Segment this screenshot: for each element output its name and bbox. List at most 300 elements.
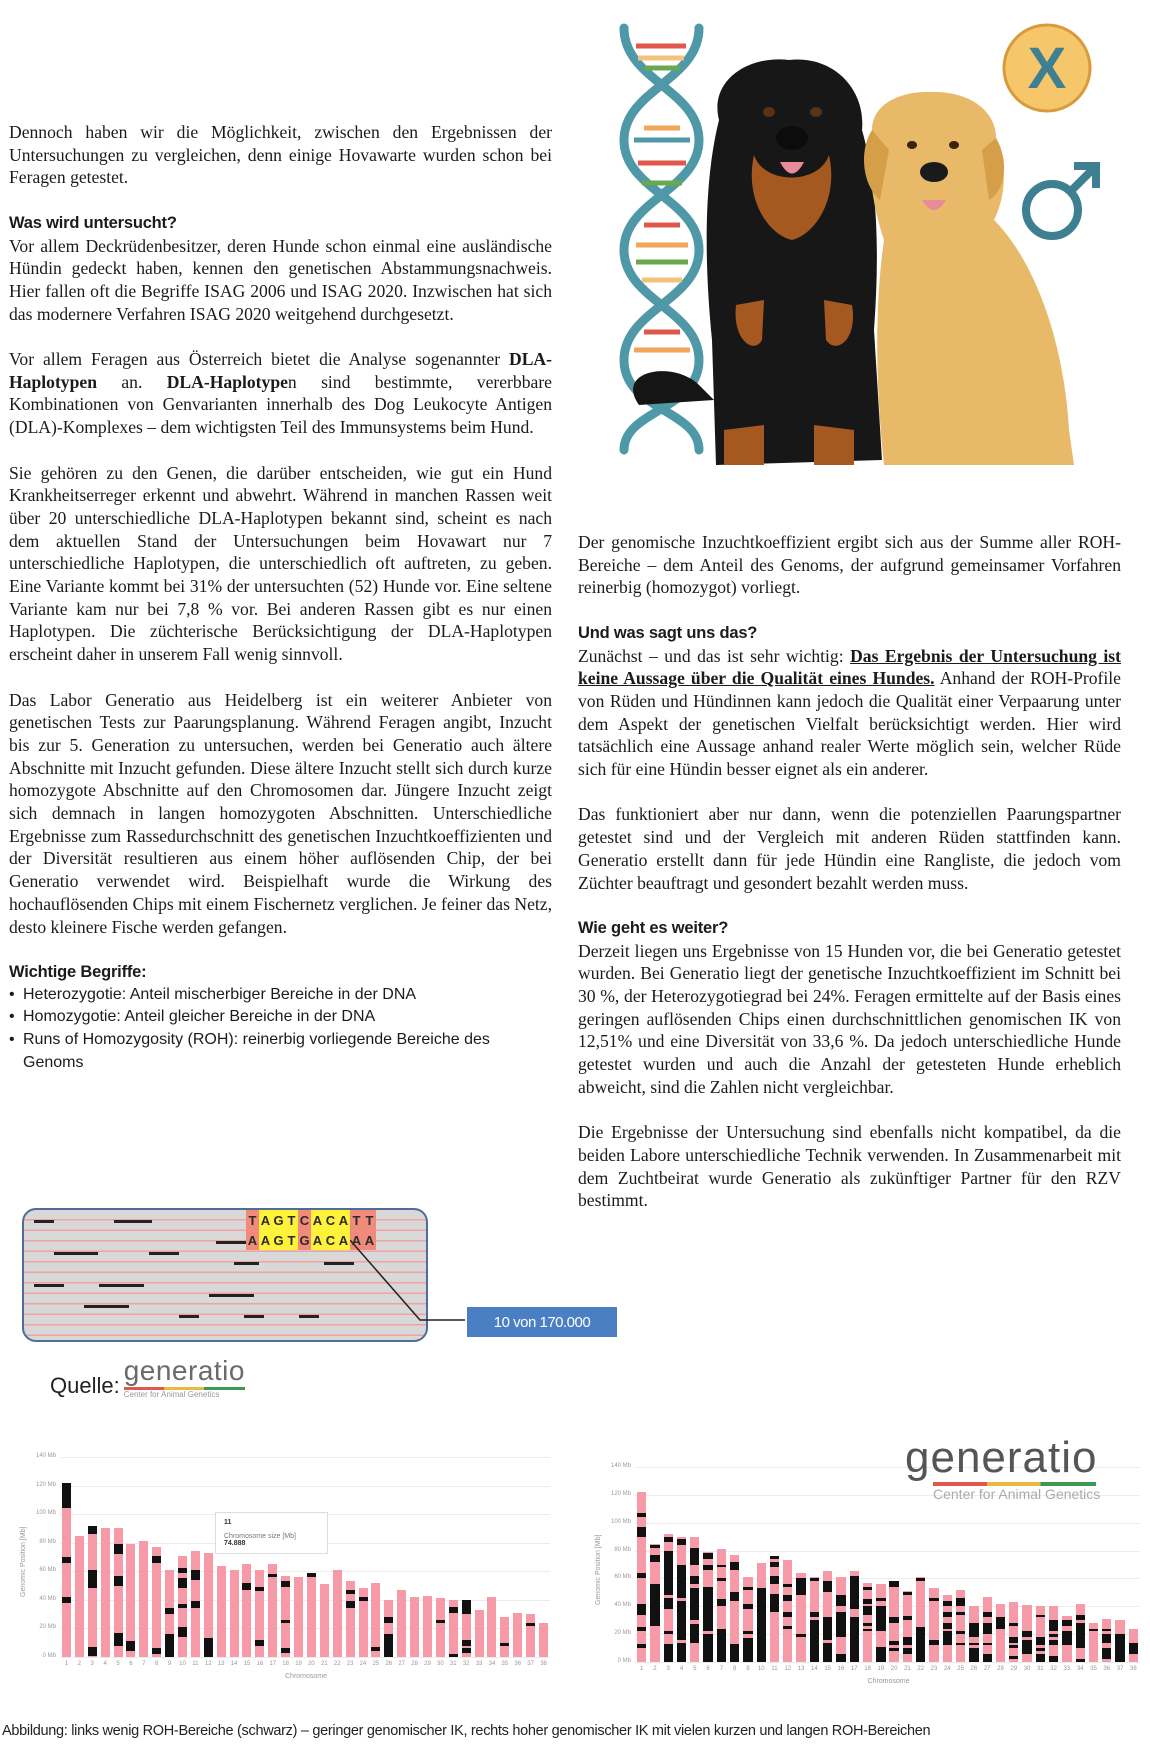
x-tick-label: 13 [217, 1661, 225, 1667]
x-tick-label: 9 [167, 1661, 172, 1667]
chromosome-bar [1022, 1605, 1031, 1662]
chromosome-bar [677, 1537, 686, 1662]
chromosome-bar [165, 1570, 174, 1657]
roh-segment [1036, 1654, 1045, 1662]
y-tick-label: 0 Mb [42, 1653, 56, 1659]
roh-segment [152, 1648, 161, 1654]
roh-segment [770, 1576, 779, 1584]
roh-segment [1049, 1634, 1058, 1637]
chromosome-bar [384, 1600, 393, 1657]
x-tick-label: 4 [103, 1661, 107, 1667]
base-pair: A A [259, 1210, 272, 1250]
generatio-logo-large [905, 1433, 1101, 1502]
x-tick-label: 2 [653, 1666, 657, 1672]
text: Zunächst – und das ist sehr wichtig: [578, 645, 851, 666]
chromosome-bar [863, 1583, 872, 1662]
x-tick-label: 3 [90, 1661, 94, 1667]
roh-segment [1076, 1623, 1085, 1648]
roh-segment [983, 1643, 992, 1646]
chromosome-bar [876, 1584, 885, 1662]
y-tick-label: 120 Mb [610, 1490, 631, 1497]
roh-segment [743, 1604, 752, 1610]
chromosome-bar [1089, 1623, 1098, 1662]
y-axis-title: Genomic Position [Mb] [595, 1534, 602, 1605]
roh-segment [637, 1527, 646, 1537]
x-tick-label: 1 [64, 1661, 69, 1667]
roh-segment [876, 1606, 885, 1631]
x-tick-label: 17 [850, 1666, 858, 1672]
roh-segment [956, 1598, 965, 1606]
roh-segment [677, 1601, 686, 1640]
roh-segment [1036, 1615, 1045, 1618]
roh-segment [1129, 1643, 1138, 1654]
chromosome-bar [423, 1596, 432, 1657]
base-pair: T T [285, 1210, 298, 1250]
x-tick-label: 18 [864, 1666, 871, 1672]
roh-segment [281, 1620, 290, 1623]
roh-segment [637, 1604, 646, 1615]
roh-segment [307, 1573, 316, 1577]
roh-segment [956, 1643, 965, 1646]
chromosome-bar [783, 1560, 792, 1662]
heading-was-wird-untersucht: Was wird untersucht? [9, 213, 177, 232]
roh-segment [1009, 1656, 1018, 1659]
chromosome-bar [637, 1492, 646, 1662]
roh-segment [637, 1573, 646, 1579]
chromosome-bar [88, 1526, 97, 1657]
roh-segment [916, 1627, 925, 1662]
roh-segment [810, 1578, 819, 1581]
roh-segment [664, 1631, 673, 1634]
roh-segment [796, 1634, 805, 1637]
roh-segment [650, 1584, 659, 1626]
roh-segment [889, 1641, 898, 1645]
roh-segment [449, 1607, 458, 1613]
roh-segment [500, 1643, 509, 1646]
y-tick-label: 80 Mb [39, 1538, 56, 1545]
chromosome-bar [500, 1617, 509, 1657]
x-tick-label: 30 [1023, 1666, 1031, 1672]
x-tick-label: 16 [837, 1666, 845, 1672]
roh-segment [983, 1654, 992, 1662]
term-item: • Homozygotie: Anteil gleicher Bereiche in der DNA [9, 1006, 552, 1029]
y-tick-label: 60 Mb [614, 1574, 631, 1581]
roh-segment [983, 1623, 992, 1634]
roh-segment [677, 1565, 686, 1598]
roh-segment [1102, 1648, 1111, 1659]
x-tick-label: 32 [1050, 1666, 1057, 1672]
chromosome-bar [1102, 1619, 1111, 1662]
chromosome-bar [889, 1581, 898, 1662]
roh-segment [462, 1648, 471, 1652]
x-tick-label: 28 [997, 1666, 1004, 1672]
golden-dog [864, 92, 1074, 465]
roh-segment [863, 1606, 872, 1614]
roh-segment [783, 1612, 792, 1618]
base-pair: C C [324, 1210, 337, 1250]
terms-list [9, 984, 552, 1075]
chromosome-bar [690, 1537, 699, 1662]
chromosome-bar [836, 1577, 845, 1662]
roh-segment [943, 1623, 952, 1629]
x-tick-label: 7 [142, 1661, 146, 1667]
roh-segment [943, 1612, 952, 1618]
roh-segment [664, 1598, 673, 1609]
roh-segment [346, 1590, 355, 1594]
base-pair: C G [298, 1210, 311, 1250]
roh-segment [969, 1648, 978, 1662]
roh-segment [1102, 1634, 1111, 1642]
roh-segment [664, 1644, 673, 1662]
x-tick-label: 15 [243, 1661, 251, 1667]
x-tick-label: 7 [719, 1666, 724, 1672]
roh-segment [863, 1629, 872, 1632]
y-tick-label: 140 Mb [35, 1453, 56, 1459]
roh-segment [796, 1578, 805, 1595]
x-tick-label: 5 [693, 1666, 697, 1672]
x-tick-label: 35 [1090, 1666, 1097, 1672]
roh-segment [1115, 1634, 1124, 1662]
x-tick-label: 9 [746, 1666, 750, 1672]
x-tick-label: 19 [295, 1661, 302, 1667]
roh-segment [62, 1597, 71, 1603]
chromosome-bar [969, 1606, 978, 1662]
roh-segment [929, 1598, 938, 1601]
y-tick-label: 80 Mb [614, 1546, 631, 1553]
roh-segment [1022, 1631, 1031, 1637]
roh-segment [730, 1644, 739, 1662]
x-tick-label: 27 [398, 1661, 406, 1667]
chromosome-bar [796, 1573, 805, 1662]
x-tick-label: 35 [501, 1661, 509, 1667]
chromosome-bar [204, 1553, 213, 1657]
generatio-logo [124, 1355, 245, 1399]
x-tick-label: 32 [462, 1661, 470, 1667]
x-tick-label: 2 [77, 1661, 81, 1667]
chromosome-bar [346, 1581, 355, 1657]
roh-segment [969, 1623, 978, 1637]
roh-segment [650, 1545, 659, 1548]
roh-segment [703, 1565, 712, 1571]
brand-sub: Center for Animal Genetics [123, 1390, 220, 1399]
chromosome-bar [743, 1577, 752, 1662]
chromosome-bar [191, 1551, 200, 1657]
roh-segment [88, 1570, 97, 1589]
plot-area [60, 1457, 550, 1657]
x-tick-label: 11 [192, 1661, 199, 1667]
x-tick-label: 20 [308, 1661, 315, 1667]
roh-segment [903, 1616, 912, 1620]
logo-wordmark: generatio [905, 1433, 1098, 1482]
roh-segment [1009, 1637, 1018, 1643]
chromosome-bar [139, 1541, 148, 1657]
chromosome-bar [333, 1570, 342, 1657]
term-item: • Heterozygotie: Anteil mischerbiger Bereiche in der DNA [9, 984, 552, 1007]
x-tick-label: 6 [129, 1661, 133, 1667]
chromosome-bar [371, 1583, 380, 1657]
roh-segment [850, 1617, 859, 1662]
paragraph: Der genomische Inzuchtkoeffizient ergibt sich aus der Summe aller ROH-Bereiche – dem Anteil des Genoms, der aufgrund gemeinsamer Vorfahren reinerbig (homozygot) vorliegt. [578, 532, 1121, 598]
x-tick-label: 21 [904, 1666, 911, 1672]
chromosome-bar [539, 1623, 548, 1657]
term-item: • Runs of Homozygosity (ROH): reinerbig vorliegende Bereiche des Genoms [9, 1029, 552, 1074]
chromosome-bar [1129, 1629, 1138, 1662]
callout-label: 10 von 170.000 [467, 1307, 617, 1337]
roh-segment [1009, 1623, 1018, 1626]
chromosome-bar [730, 1555, 739, 1662]
x-tick-label: 8 [155, 1661, 159, 1667]
chromosome-bar [307, 1574, 316, 1657]
roh-segment [1009, 1645, 1018, 1648]
chromosome-bar [217, 1566, 226, 1657]
roh-segment [526, 1623, 535, 1626]
important-statement: Das Ergebnis der Untersuchung ist keine Aussage über die Qualität eines Hundes. [578, 645, 1122, 689]
roh-segment [850, 1576, 859, 1609]
x-tick-label: 6 [706, 1666, 710, 1672]
dogs-dna-illustration [604, 10, 1144, 495]
y-tick-label: 0 Mb [617, 1658, 631, 1664]
x-tick-label: 33 [475, 1661, 483, 1667]
roh-segment [876, 1647, 885, 1662]
chromosome-bar [703, 1552, 712, 1662]
roh-segment [462, 1600, 471, 1614]
roh-segment [165, 1634, 174, 1657]
x-tick-label: 17 [269, 1661, 277, 1667]
roh-segment [690, 1588, 699, 1620]
roh-segment [637, 1627, 646, 1631]
roh-segment [255, 1587, 264, 1591]
svg-text:X: X [1027, 36, 1067, 101]
roh-segment [1049, 1640, 1058, 1646]
chromosome-bar [410, 1597, 419, 1657]
base-pair: T A [246, 1210, 259, 1250]
x-tick-label: 22 [333, 1661, 341, 1667]
x-tick-label: 26 [385, 1661, 393, 1667]
roh-segment [62, 1483, 71, 1509]
roh-segment [810, 1620, 819, 1662]
roh-segment [717, 1629, 726, 1662]
roh-segment [836, 1612, 845, 1637]
dna-helix-icon [604, 10, 1144, 495]
paragraph: Sie gehören zu den Genen, die darüber entscheiden, wie gut ein Hund Krankheitserreger erkennt und abwehrt. Während in manchen Rassen weit über 20 unterschiedliche DLA-Haplotypen bekannt sind, scheint es nach dem aktuellen Stand der Untersuchungen beim Hovawart nur 7 unterschiedliche Haplotypen, die unterschiedlich oft auftreten, zu geben. Eine Variante kommt bei 31% der untersuchten (52) Hunde vor. Eine seltene Variante kam nur bei 7,8 % vor. Bei anderen Rassen gibt es nur einen Haplotypen. Die züchterische Berücksichtigung der DLA-Haplotypen erscheint daher in unserem Fall wenig sinnvoll. [9, 462, 552, 665]
brand-name: generatio [123, 1355, 245, 1386]
roh-segment [1049, 1656, 1058, 1662]
roh-segment [916, 1578, 925, 1581]
y-axis-title: Genomic Position [Mb] [20, 1526, 27, 1597]
roh-segment [165, 1608, 174, 1614]
chromosome-bar [281, 1576, 290, 1657]
roh-segment [114, 1544, 123, 1554]
roh-segment [114, 1576, 123, 1586]
roh-segment [969, 1643, 978, 1646]
tooltip-text: Chromosome size [Mb] [224, 1533, 296, 1540]
roh-segment [346, 1601, 355, 1608]
roh-segment [1076, 1659, 1085, 1662]
left-column [9, 121, 552, 1074]
roh-segment [690, 1576, 699, 1584]
chromosome-bar [75, 1536, 84, 1657]
x-tick-label: 37 [1116, 1666, 1124, 1672]
roh-segment [703, 1553, 712, 1559]
roh-segment [903, 1592, 912, 1595]
chromosome-bar [152, 1547, 161, 1657]
chromosome-bar [513, 1613, 522, 1657]
chromosome-bar [1076, 1604, 1085, 1663]
paragraph: Das funktioniert aber nur dann, wenn die potenziellen Paarungspartner getestet sind und der Vergleich mit anderen Rüden stattfinden kann. Generatio erstellt dann für jede Hündin eine Rangliste, die jedoch vom Züchter beauftragt und gesondert bezahlt werden muss. [578, 804, 1121, 893]
roh-segment [836, 1654, 845, 1662]
roh-segment [783, 1626, 792, 1629]
chromosome-bar [810, 1577, 819, 1662]
base-pair: T A [363, 1210, 376, 1250]
chromosome-bar [983, 1597, 992, 1662]
x-tick-label: 38 [1130, 1666, 1137, 1672]
roh-segment [836, 1595, 845, 1606]
heading-und-was-sagt-uns-das: Und was sagt uns das? [578, 623, 758, 642]
text: n sind bestimmte, vererbbare Kombinationen von Genvarianten innerhalb des Dog Leukocyte Antigen (DLA)-Komplexes – dem wichtigsten Teil des Immunsystems beim Hund. [9, 371, 552, 438]
right-column [578, 531, 1121, 1235]
roh-segment [436, 1620, 445, 1623]
chromosome-bar [320, 1584, 329, 1657]
roh-segment [889, 1648, 898, 1651]
roh-segment [823, 1617, 832, 1639]
roh-segment [703, 1587, 712, 1632]
chromosome-bar [664, 1534, 673, 1662]
tooltip-title: 11 [224, 1519, 232, 1526]
chromosome-bar [268, 1564, 277, 1657]
y-tick-label: 60 Mb [39, 1567, 56, 1574]
roh-segment [664, 1551, 673, 1596]
roh-segment [114, 1633, 123, 1646]
roh-segment [637, 1513, 646, 1517]
chromosome-bar [929, 1588, 938, 1662]
roh-segment [152, 1556, 161, 1563]
roh-segment [650, 1555, 659, 1562]
roh-segment [178, 1578, 187, 1588]
text: an. [97, 371, 167, 392]
x-tick-label: 27 [983, 1666, 991, 1672]
gridline [60, 1657, 550, 1658]
roh-segment [743, 1631, 752, 1634]
roh-segment [268, 1574, 277, 1577]
y-tick-label: 40 Mb [39, 1595, 56, 1602]
roh-segment [1076, 1615, 1085, 1621]
logo-subtitle: Center for Animal Genetics [933, 1486, 1101, 1502]
x-tick-label: 34 [1076, 1666, 1084, 1672]
paragraph: Dennoch haben wir die Möglichkeit, zwischen den Ergebnissen der Untersuchungen zu vergleichen, denn einige Hovawarte wurden schon bei Feragen getestet. [9, 122, 552, 188]
roh-segment [191, 1601, 200, 1608]
y-tick-label: 140 Mb [610, 1463, 631, 1469]
x-tick-label: 26 [970, 1666, 978, 1672]
chromosome-bar [436, 1598, 445, 1657]
x-tick-label: 34 [488, 1661, 496, 1667]
roh-segment [677, 1539, 686, 1545]
x-tick-label: 29 [1010, 1666, 1018, 1672]
x-tick-label: 14 [811, 1666, 818, 1672]
base-pair: G G [272, 1210, 285, 1250]
chromosome-bar [956, 1590, 965, 1662]
roh-segment [1062, 1631, 1071, 1645]
x-axis-title: Chromosome [867, 1678, 910, 1685]
chromosome-bar [242, 1564, 251, 1657]
x-tick-label: 38 [540, 1661, 547, 1667]
roh-segment [690, 1624, 699, 1642]
roh-segment [876, 1598, 885, 1601]
roh-segment [690, 1548, 699, 1565]
roh-segment [1022, 1640, 1031, 1654]
roh-segment [889, 1617, 898, 1623]
roh-segment [717, 1578, 726, 1581]
paragraph: Das Labor Generatio aus Heidelberg ist ein weiterer Anbieter von genetischen Tests zur Paarungsplanung. Während Feragen angibt, Inzucht bis zur 5. Generation zu untersuchen, werden bei Generatio auch ältere Abschnitte mit Inzucht gefunden. Diese ältere Inzucht stellt sich durch kurze homozygote Abschnitte auf den Chromosomen dar. Jüngere Inzucht zeigt sich demnach in langen homozygoten Abschnitten. Unterschiedliche Ergebnisse zum Rassedurchschnitt des genetischen Inzuchtkoeffizienten und der Diversität resultieren aus einem höher auflösenden Chip, der bei Generatio verwendet wird. Beispielhaft wurde die Wirkung des hochauflösenden Chips mit einem Fischernetz verglichen. Je feiner das Netz, desto kleinere Fische werden gefangen. [9, 689, 552, 937]
roh-segment [903, 1648, 912, 1654]
roh-segment [178, 1604, 187, 1608]
chromosome-bar [62, 1483, 71, 1657]
x-tick-label: 25 [372, 1661, 380, 1667]
heading-wichtige-begriffe: Wichtige Begriffe: [9, 962, 147, 981]
chromosome-bar [1049, 1606, 1058, 1662]
x-tick-label: 13 [797, 1666, 805, 1672]
roh-segment [783, 1584, 792, 1587]
roh-segment [863, 1587, 872, 1590]
roh-segment [770, 1594, 779, 1612]
roh-segment [730, 1592, 739, 1600]
roh-chart-left [20, 1447, 560, 1687]
tooltip-value: 74.888 [224, 1540, 246, 1547]
callout-line [350, 1240, 470, 1330]
roh-segment [863, 1623, 872, 1626]
x-tick-label: 29 [424, 1661, 431, 1667]
roh-segment [178, 1627, 187, 1637]
chromosome-bar [996, 1604, 1005, 1663]
chromosome-bar [255, 1570, 264, 1657]
x-tick-label: 4 [679, 1666, 684, 1672]
chromosome-bar [526, 1614, 535, 1657]
roh-segment [384, 1634, 393, 1657]
roh-segment [703, 1634, 712, 1662]
chromosome-bar [1009, 1602, 1018, 1662]
chromosome-bar [397, 1590, 406, 1657]
chromosome-bar [487, 1597, 496, 1657]
roh-segment [730, 1562, 739, 1570]
text: Anhand der ROH-Profile von Rüden und Hündinnen kann jedoch die Qualität einer Verpaarung unter dem Aspekt der genetischen Vielfalt berücksichtigt werden. Hier wird tatsächlich eine Aussage anhand realer Werte möglich sein, welcher Rüde sich für eine Hündin besser eignet als ein anderer. [578, 668, 1121, 780]
roh-segment [717, 1599, 726, 1606]
x-tick-label: 20 [890, 1666, 898, 1672]
roh-segment [956, 1631, 965, 1634]
x-tick-label: 30 [437, 1661, 444, 1667]
x-tick-label: 11 [771, 1666, 778, 1672]
chromosome-bar [294, 1577, 303, 1657]
chromosome-bar [1036, 1606, 1045, 1662]
roh-segment [62, 1557, 71, 1563]
chromosome-bar [126, 1544, 135, 1657]
roh-segment [757, 1588, 766, 1662]
gridline [635, 1523, 1140, 1524]
roh-segment [943, 1631, 952, 1645]
x-tick-label: 14 [230, 1661, 238, 1667]
chromosome-bar [475, 1610, 484, 1657]
roh-segment [281, 1581, 290, 1587]
base-pair: A A [337, 1210, 350, 1250]
y-tick-label: 20 Mb [614, 1630, 631, 1637]
figure-caption: Abbildung: links wenig ROH-Bereiche (schwarz) – geringer genomischer IK, rechts hoher genomischer IK mit vielen kurzen und langen ROH-Bereichen [2, 1723, 931, 1739]
y-tick-label: 20 Mb [39, 1624, 56, 1631]
chromosome-bar [114, 1528, 123, 1657]
x-tick-label: 25 [957, 1666, 964, 1672]
roh-segment [1049, 1620, 1058, 1631]
chromosome-bar [770, 1559, 779, 1662]
chromosome-bar [650, 1544, 659, 1662]
x-tick-label: 21 [320, 1661, 328, 1667]
chromosome-bar [178, 1556, 187, 1657]
